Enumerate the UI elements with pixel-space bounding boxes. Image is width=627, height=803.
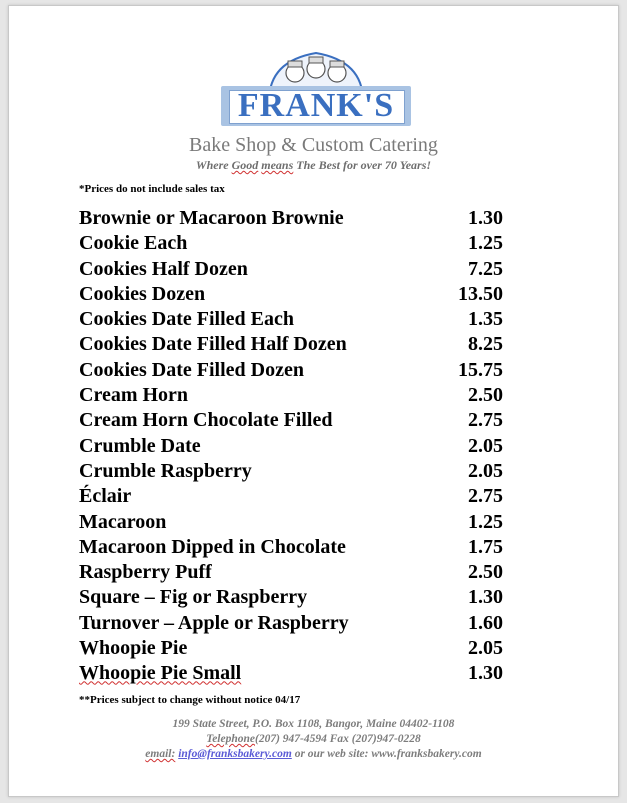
- item-price: 2.75: [468, 409, 503, 432]
- item-name: Macaroon: [79, 510, 167, 533]
- item-name: Turnover – Apple or Raspberry: [79, 611, 349, 634]
- item-price: 1.30: [468, 662, 503, 685]
- item-price: 7.25: [468, 257, 503, 280]
- item-price: 1.60: [468, 611, 503, 634]
- item-name: Cream Horn Chocolate Filled: [79, 409, 333, 432]
- item-name: Cookies Date Filled Dozen: [79, 358, 304, 381]
- contact-footer: [9, 717, 618, 762]
- menu-item: [79, 258, 503, 283]
- menu-item: [79, 359, 503, 384]
- menu-item: [79, 637, 503, 662]
- item-name: Cookies Half Dozen: [79, 257, 248, 280]
- email-link[interactable]: info@franksbakery.com: [178, 748, 292, 760]
- item-name: Cookie Each: [79, 232, 188, 255]
- document-page: [8, 5, 619, 797]
- menu-item: [79, 536, 503, 561]
- item-name: Brownie or Macaroon Brownie: [79, 207, 344, 229]
- item-name: Cookies Date Filled Half Dozen: [79, 333, 347, 356]
- menu-item: [79, 435, 503, 460]
- item-price: 15.75: [458, 358, 503, 381]
- item-price: 1.35: [468, 308, 503, 331]
- item-name: Cookies Date Filled Each: [79, 308, 294, 331]
- price-change-note: **Prices subject to change without notice 04/17: [79, 694, 301, 706]
- item-price: 2.05: [468, 434, 503, 457]
- item-price: 1.30: [468, 207, 503, 229]
- item-name: Square – Fig or Raspberry: [79, 586, 308, 609]
- menu-item: [79, 485, 503, 510]
- menu-item: [79, 460, 503, 485]
- item-price: 2.50: [468, 384, 503, 407]
- tagline: Where Good means The Best for over 70 Years!: [195, 158, 432, 172]
- shop-subtitle: Bake Shop & Custom Catering: [189, 134, 438, 156]
- menu-item: [79, 409, 503, 434]
- item-name: Raspberry Puff: [79, 561, 212, 584]
- menu-item: [79, 612, 503, 637]
- item-price: 2.05: [468, 637, 503, 660]
- franks-logo: [221, 46, 411, 136]
- item-price: 1.30: [468, 586, 503, 609]
- menu-item: [79, 333, 503, 358]
- item-name: Whoopie Pie Small: [79, 662, 242, 685]
- item-price: 2.50: [468, 561, 503, 584]
- item-price: 8.25: [468, 333, 503, 356]
- item-price: 2.05: [468, 459, 503, 482]
- item-price: 2.75: [468, 485, 503, 508]
- menu-item: [79, 561, 503, 586]
- price-list: [79, 207, 503, 688]
- menu-item: [79, 511, 503, 536]
- item-price: 13.50: [458, 282, 503, 305]
- menu-item: [79, 308, 503, 333]
- address-line: 199 State Street, P.O. Box 1108, Bangor, Maine 04402-1108: [172, 718, 455, 730]
- logo-text: FRANK'S: [237, 87, 395, 124]
- item-name: Macaroon Dipped in Chocolate: [79, 535, 346, 558]
- item-name: Éclair: [79, 485, 132, 508]
- web-line: email: info@franksbakery.com or our web site: www.franksbakery.com: [145, 748, 482, 760]
- item-price: 1.25: [468, 510, 503, 533]
- menu-item: [79, 283, 503, 308]
- tax-note: *Prices do not include sales tax: [79, 183, 225, 195]
- item-name: Whoopie Pie: [79, 637, 188, 660]
- phone-line: Telephone(207) 947-4594 Fax (207)947-0228: [206, 733, 421, 745]
- item-name: Cream Horn: [79, 384, 189, 407]
- menu-item: [79, 207, 503, 232]
- item-name: Crumble Raspberry: [79, 459, 252, 482]
- menu-item: [79, 232, 503, 257]
- menu-item: [79, 586, 503, 611]
- item-name: Cookies Dozen: [79, 282, 206, 305]
- item-price: 1.25: [468, 232, 503, 255]
- item-price: 1.75: [468, 535, 503, 558]
- menu-item: [79, 384, 503, 409]
- item-name: Crumble Date: [79, 434, 201, 457]
- menu-item: [79, 662, 503, 687]
